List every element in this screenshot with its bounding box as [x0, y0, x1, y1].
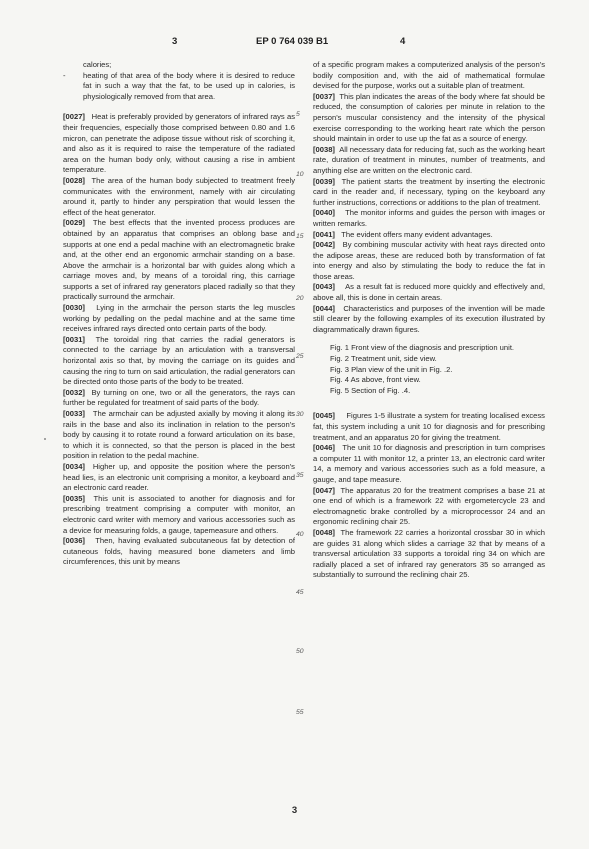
figure-caption: Fig. 2 Treatment unit, side view.	[330, 354, 437, 364]
line-number: 15	[296, 233, 304, 240]
paragraph	[63, 335, 295, 388]
paragraph	[63, 303, 295, 335]
paragraph-text: Lying in the armchair the person starts the leg muscles working by pedalling on the pedal machine and at the same time receives infrared rays directed onto certain parts of the body.	[63, 303, 295, 334]
paragraph-number: [0040]	[313, 208, 335, 218]
paragraph	[63, 494, 295, 536]
paragraph-number: [0048]	[313, 527, 335, 537]
paragraph-number: [0028]	[63, 175, 85, 185]
paragraph-number: [0043]	[313, 282, 335, 292]
line-number: 45	[296, 589, 304, 596]
paragraph	[313, 145, 545, 177]
paragraph	[63, 176, 295, 218]
paragraph-text: Characteristics and purposes of the invention will be made still clearer by the following examples of its execution illustrated by diagrammatically drawn figures.	[313, 303, 545, 334]
figure-caption: Fig. 5 Section of Fig. .4.	[330, 385, 411, 395]
paragraph-text: This unit is associated to another for diagnosis and for prescribing treatment comprising a computer with monitor, an electronic card writer with memory and various accessories such as a device for measuring folds, a gauge, tapemeasure and others.	[63, 493, 295, 535]
paragraph	[63, 388, 295, 409]
paragraph	[313, 177, 545, 209]
paragraph-number: [0037]	[313, 91, 335, 101]
paragraph-number: [0042]	[313, 240, 335, 250]
figure-caption: Fig. 1 Front view of the diagnosis and prescription unit.	[330, 343, 515, 353]
bullet-dash: -	[63, 70, 66, 80]
continuation-text: of a specific program makes a computerized analysis of the person's bodily composition and, with the aid of mathematical formulae devised for the purpose, works out a suitable plan of treatment.	[313, 60, 545, 91]
paragraph-text: The patient starts the treatment by inserting the electronic card in the reader and, if necessary, typing on the keyboard any further instructions, corrections or additions to the plan of treatment.	[313, 176, 545, 207]
paragraph-text: By combining muscular activity with heat rays directed onto the adipose areas, these are reduced both by transformation of fat into energy and also by stimulating the body to reduce the fat in those areas.	[313, 240, 545, 281]
paragraph-number: [0047]	[313, 485, 335, 495]
line-number: 35	[296, 472, 304, 479]
bullet-item	[63, 71, 295, 103]
paragraph	[63, 536, 295, 568]
continuation-text: calories;	[83, 60, 112, 69]
paragraph-text: The apparatus 20 for the treatment comprises a base 21 at one end of which is a framework 22 with ergometercycle 23 and electromagnetic brake controlled by a microprocessor 24 and an ergonomic reclining chair 25.	[313, 485, 545, 527]
right-page-number: 4	[400, 36, 406, 47]
paragraph-text: The toroidal ring that carries the radial generators is connected to the carriage by an articulation with a transversal horizontal axis so that, by moving the carriage on its guides and causing the ring to turn on said articulation, the radial generators can be directed onto those parts of the body to be treated.	[63, 334, 295, 387]
paragraph	[313, 443, 545, 485]
paragraph-number: [0029]	[63, 218, 85, 228]
paragraph	[313, 528, 545, 581]
paragraph-text: The unit 10 for diagnosis and prescription in turn comprises a computer 11 with monitor 12, a printer 13, an electronic card writer 14, a memory and various accessories such as a fold measure, a gauge, and tape measure.	[313, 443, 545, 484]
paragraph	[313, 240, 545, 282]
paragraph	[63, 409, 295, 462]
paragraph-number: [0038]	[313, 144, 335, 154]
left-column	[63, 60, 295, 568]
paragraph-number: [0031]	[63, 334, 85, 344]
paragraph-text: Higher up, and opposite the position where the person's head lies, is an electronic unit comprising a monitor, a keyboard and an electronic card reader.	[63, 461, 295, 493]
paragraph	[63, 112, 295, 176]
paragraph-number: [0027]	[63, 112, 85, 122]
paragraph	[313, 230, 545, 241]
paragraph-text: The area of the human body subjected to treatment freely communicates with the environment, namely with air circulating around it, partly to hinder any perspiration that would lessen the effect of the heat generator.	[63, 175, 295, 217]
paragraph	[313, 486, 545, 528]
line-number: 5	[296, 111, 300, 118]
figure-caption: Fig. 4 As above, front view.	[330, 375, 421, 385]
paragraph	[313, 208, 545, 229]
paragraph	[313, 92, 545, 145]
paragraph	[313, 282, 545, 303]
bullet-text: heating of that area of the body where it is desired to reduce fat in such a way that the fat, to be used up in calories, is physiologically removed from that area.	[83, 70, 295, 101]
paragraph-number: [0039]	[313, 176, 335, 186]
paragraph-number: [0046]	[313, 443, 335, 453]
paragraph-text: The monitor informs and guides the person with images or written remarks.	[313, 208, 545, 228]
paragraph-text: The framework 22 carries a horizontal crossbar 30 in which are guides 31 along which slides a carriage 32 that by means of a transversal articulation 33 supports a toroidal ring 34 on which are radially placed a set of infrared ray generators 35 so arranged as substantially to surround the reclining chair 25.	[313, 527, 545, 580]
paragraph	[63, 218, 295, 303]
figure-list	[330, 343, 545, 396]
paragraph	[313, 411, 545, 443]
line-number: 40	[296, 531, 304, 538]
footer-page-number: 3	[291, 805, 298, 816]
paragraph	[63, 462, 295, 494]
paragraph-number: [0036]	[63, 536, 85, 546]
paragraph-text: The evident offers many evident advantages.	[341, 229, 493, 239]
paragraph-number: [0044]	[313, 303, 335, 313]
line-number: 10	[296, 171, 304, 178]
line-number: 30	[296, 411, 304, 418]
paragraph-number: [0033]	[63, 409, 85, 418]
right-column	[313, 60, 545, 581]
left-page-number: 3	[172, 36, 178, 47]
paragraph-text: All necessary data for reducing fat, such as the working heart rate, duration of treatment in minutes, number of treatments, and anything else are written on the electronic card.	[313, 144, 545, 175]
paragraph-number: [0030]	[63, 303, 85, 313]
paragraph-text: The best effects that the invented process produces are obtained by an apparatus that comprises an oblong base and supports at one end a pedal machine with an electromagnetic brake and, at the other end an ergonomic armchair standing on a base. Above the armchair is a horizontal bar with guides along which a carriage moves and, by means of a toroidal ring, this carriage supports a set of infrared ray generators placed radially so that they practically surround the armchair.	[63, 218, 295, 302]
paragraph-number: [0035]	[63, 493, 85, 503]
patent-number: EP 0 764 039 B1	[256, 36, 329, 47]
line-number: 55	[296, 709, 304, 716]
paragraph-number: [0041]	[313, 229, 335, 239]
paragraph-text: Heat is preferably provided by generators of infrared rays as their frequencies, especially those comprised between 0.80 and 1.6 micron, can penetrate the adipose tissue without risk of scorching it, and also as it is required to raise the temperature of the radiated area on the human body only, without causing a rise in ambient temperature.	[63, 112, 295, 175]
line-number: 50	[296, 648, 304, 655]
paragraph-text: Figures 1-5 illustrate a system for treating localised excess fat, this system including a unit 10 for diagnosis and for prescribing treatment, and an apparatus 20 for giving the treatment.	[313, 411, 545, 442]
paragraph-text: As a result fat is reduced more quickly and effectively and, above all, this is done in certain areas.	[313, 282, 545, 303]
scan-speck	[44, 438, 46, 440]
paragraph	[313, 304, 545, 336]
paragraph-number: [0045]	[313, 411, 335, 421]
line-number: 25	[296, 353, 304, 360]
paragraph-text: The armchair can be adjusted axially by moving it along its rails in the base and also its inclination in relation to the person's body by causing it to rotate round a forward articulation on its base, to which it is connected, so that the person is placed in the best position in relation to the pedal machine.	[63, 409, 295, 461]
figure-caption: Fig. 3 Plan view of the unit in Fig. .2.	[330, 364, 453, 374]
paragraph-text: Then, having evaluated subcutaneous fat by detection of cutaneous folds, having measured bone diameters and limb circumferences, this unit by means	[63, 536, 295, 567]
paragraph-text: This plan indicates the areas of the body where fat should be reduced, the consumption of calories per minute in relation to the person's muscular consistency and the intensity of the physical exercise corresponding to the working heart rate which the person should maintain in order to use up the fat as a source of energy.	[313, 91, 545, 144]
paragraph-number: [0034]	[63, 461, 85, 471]
paragraph-text: By turning on one, two or all the generators, the rays can further be regulated for treatment of said parts of the body.	[63, 387, 295, 408]
paragraph-number: [0032]	[63, 387, 85, 397]
line-number: 20	[296, 295, 304, 302]
